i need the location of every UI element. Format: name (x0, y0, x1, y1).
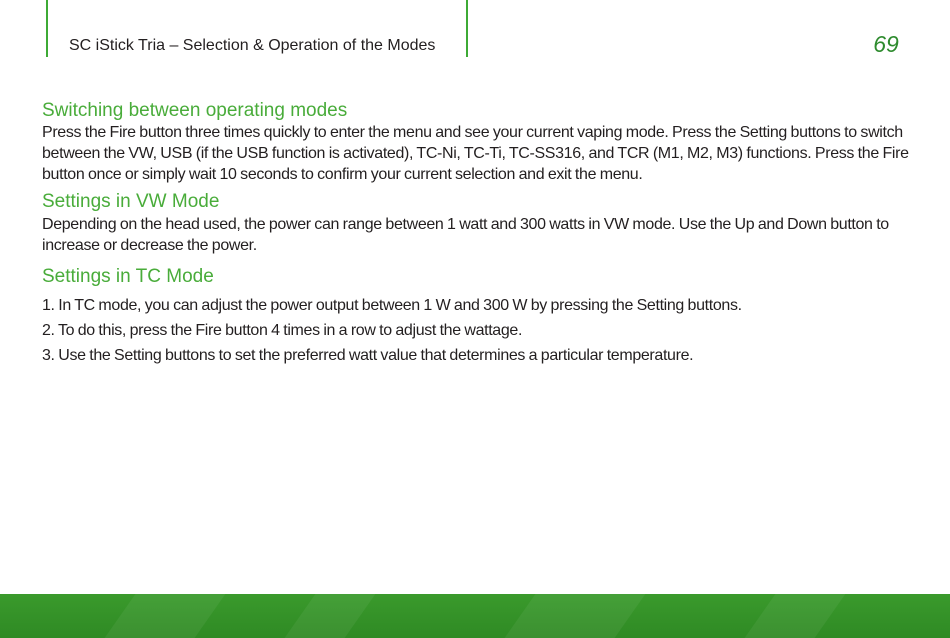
footer-stripe (105, 594, 226, 638)
footer-stripe (505, 594, 646, 638)
section-heading: Settings in VW Mode (42, 191, 220, 212)
list-item: 3. Use the Setting buttons to set the preferred watt value that determines a particular temperature. (42, 347, 694, 364)
page-number: 69 (873, 31, 899, 57)
footer-stripe (285, 594, 376, 638)
tc-mode-steps (42, 293, 912, 368)
section-paragraph: Depending on the head used, the power can range between 1 watt and 300 watts in VW mode. Use the Up and Down button to increase or decrease the power. (42, 216, 889, 254)
section-vw-mode (42, 190, 912, 256)
section-heading: Switching between operating modes (42, 100, 348, 121)
list-item: 1. In TC mode, you can adjust the power output between 1 W and 300 W by pressing the Setting buttons. (42, 297, 742, 314)
header-left-rule (46, 0, 48, 57)
section-switching-modes (42, 99, 912, 185)
header-right-rule (466, 0, 468, 57)
page-content (42, 99, 912, 368)
section-paragraph: Press the Fire button three times quickly to enter the menu and see your current vaping mode. Press the Setting buttons to switch between the VW, USB (if the USB function is activated), TC-Ni, TC-Ti, TC-SS316, and TCR (M1, M2, M3) functions. Press the Fire button once or simply wait 10 seconds to confirm your current selection and exit the menu. (42, 124, 909, 183)
footer-band (0, 594, 950, 638)
section-heading: Settings in TC Mode (42, 266, 214, 287)
list-item: 2. To do this, press the Fire button 4 times in a row to adjust the wattage. (42, 322, 523, 339)
running-header-title: SC iStick Tria – Selection & Operation of the Modes (69, 37, 436, 54)
section-tc-mode (42, 265, 912, 368)
footer-stripe (745, 594, 846, 638)
